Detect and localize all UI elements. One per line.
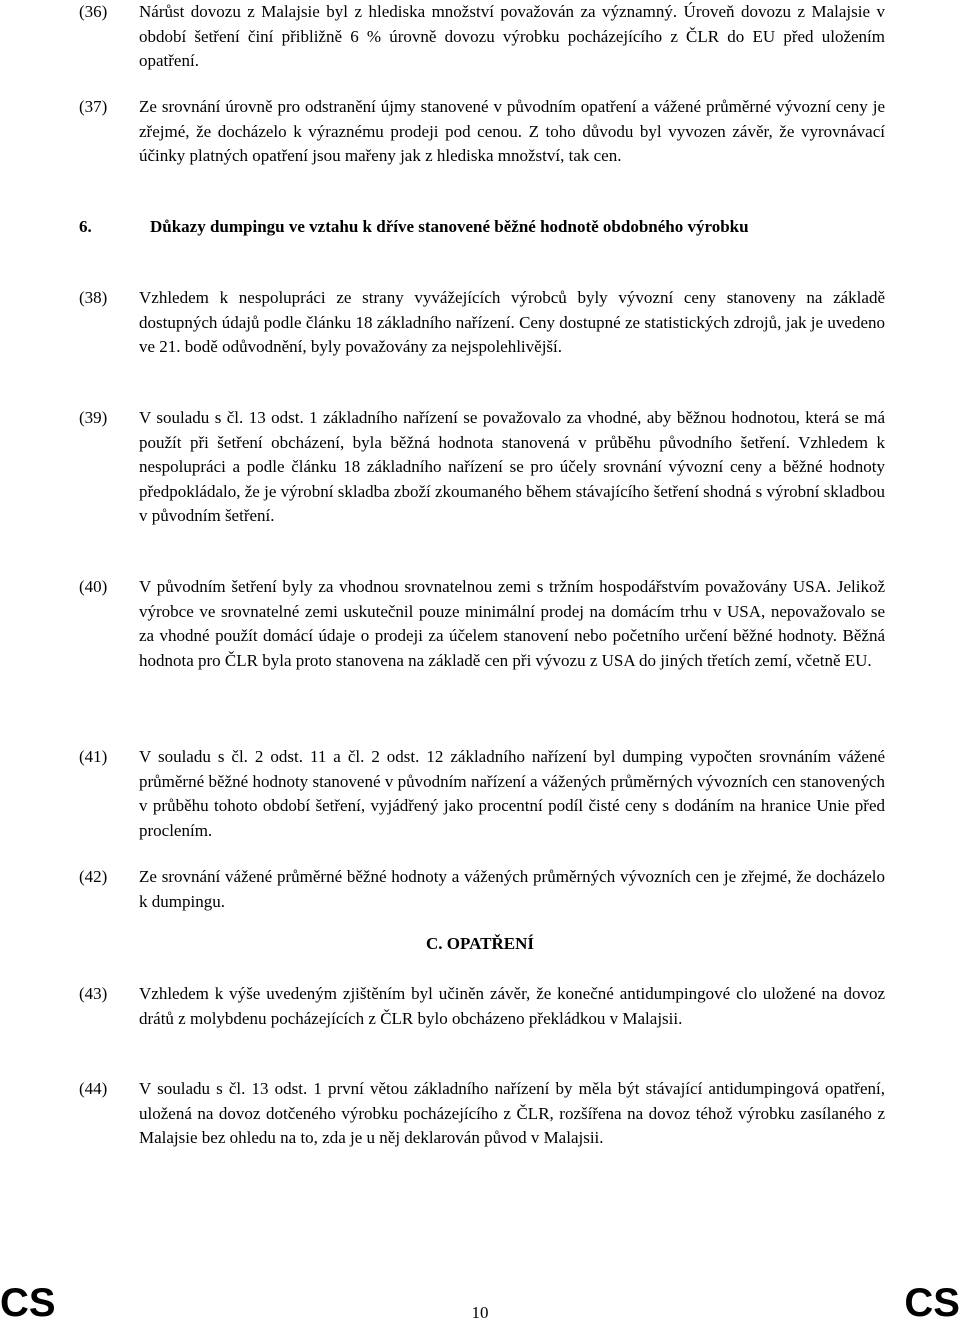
paragraph-text: Ze srovnání úrovně pro odstranění újmy stanovené v původním opatření a vážené průměrné vývozní ceny je zřejmé, že docházelo k výraznému prodeji pod cenou. Z toho důvodu byl vyvozen závěr, že vyrovnávací účinky platných opatření jsou mařeny jak z hlediska množství, tak cen.	[139, 97, 885, 165]
paragraph-number: (43)	[79, 984, 108, 1003]
paragraph-text: Ze srovnání vážené průměrné běžné hodnoty a vážených průměrných vývozních cen je zřejmé, že docházelo k dumpingu.	[139, 867, 885, 911]
section-title-measures: C. OPATŘENÍ	[426, 934, 534, 953]
paragraph-36	[79, 0, 885, 74]
paragraph-number: (39)	[79, 408, 108, 427]
paragraph-number: (38)	[79, 288, 108, 307]
paragraph-number: (40)	[79, 577, 108, 596]
paragraph-number: (44)	[79, 1079, 108, 1098]
paragraph-42	[79, 865, 885, 914]
paragraph-41	[79, 745, 885, 843]
paragraph-text: Vzhledem k nespolupráci ze strany vyvážejících výrobců byly vývozní ceny stanoveny na základě dostupných údajů podle článku 18 základního nařízení. Ceny dostupné ze statistických zdrojů, jak je uvedeno ve 21. bodě odůvodnění, byly považovány za nejspolehlivější.	[139, 288, 885, 356]
paragraph-40	[79, 575, 885, 673]
paragraph-39	[79, 406, 885, 529]
paragraph-number: (36)	[79, 2, 108, 21]
paragraph-38	[79, 286, 885, 360]
paragraph-number: (41)	[79, 747, 108, 766]
paragraph-number: (42)	[79, 867, 108, 886]
paragraph-44	[79, 1077, 885, 1151]
subsection-heading-6	[79, 215, 885, 240]
paragraph-text: Nárůst dovozu z Malajsie byl z hlediska množství považován za významný. Úroveň dovozu z Malajsie v období šetření činí přibližně 6 % úrovně dovozu výrobku pocházejícího z ČLR do EU před uložením opatření.	[139, 2, 885, 70]
heading-number: 6.	[79, 217, 92, 236]
footer-language-code-right: CS	[904, 1281, 960, 1325]
paragraph-text: V souladu s čl. 13 odst. 1 první větou základního nařízení by měla být stávající antidumpingová opatření, uložená na dovoz dotčeného výrobku pocházejícího z ČLR, rozšířena na dovoz téhož výrobku zasílaného z Malajsie bez ohledu na to, zda je u něj deklarován původ v Malajsii.	[139, 1079, 885, 1147]
footer-language-code-left: CS	[0, 1281, 56, 1325]
paragraph-text: V původním šetření byly za vhodnou srovnatelnou zemi s tržním hospodářstvím považovány USA. Jelikož výrobce ve srovnatelné zemi uskutečnil pouze minimální prodej na domácím trhu v USA, nepovažovalo se za vhodné použít domácí údaje o prodeji za účelem stanovení nebo početního určení běžné hodnoty. Běžná hodnota pro ČLR byla proto stanovena na základě cen při vývozu z USA do jiných třetích zemí, včetně EU.	[139, 577, 885, 670]
paragraph-37	[79, 95, 885, 169]
heading-text: Důkazy dumpingu ve vztahu k dříve stanovené běžné hodnotě obdobného výrobku	[150, 217, 749, 236]
paragraph-number: (37)	[79, 97, 108, 116]
paragraph-43	[79, 982, 885, 1031]
paragraph-text: V souladu s čl. 2 odst. 11 a čl. 2 odst. 12 základního nařízení byl dumping vypočten srovnáním vážené průměrné běžné hodnoty stanovené v původním nařízení a vážených průměrných vývozních cen stanovených v průběhu tohoto období šetření, vyjádřený jako procentní podíl čisté ceny s dodáním na hranice Unie před proclením.	[139, 747, 885, 840]
paragraph-text: Vzhledem k výše uvedeným zjištěním byl učiněn závěr, že konečné antidumpingové clo uložené na dovoz drátů z molybdenu pocházejících z ČLR bylo obcházeno překládkou v Malajsii.	[139, 984, 885, 1028]
page-number: 10	[471, 1303, 489, 1322]
paragraph-text: V souladu s čl. 13 odst. 1 základního nařízení se považovalo za vhodné, aby běžnou hodnotou, která se má použít při šetření obcházení, byla běžná hodnota stanovená v průběhu původního šetření. Vzhledem k nespolupráci a podle článku 18 základního nařízení se pro účely srovnání vývozní ceny a běžné hodnoty předpokládalo, že je výrobní skladba zboží zkoumaného během stávajícího šetření shodná s výrobní skladbou v původním šetření.	[139, 408, 885, 525]
